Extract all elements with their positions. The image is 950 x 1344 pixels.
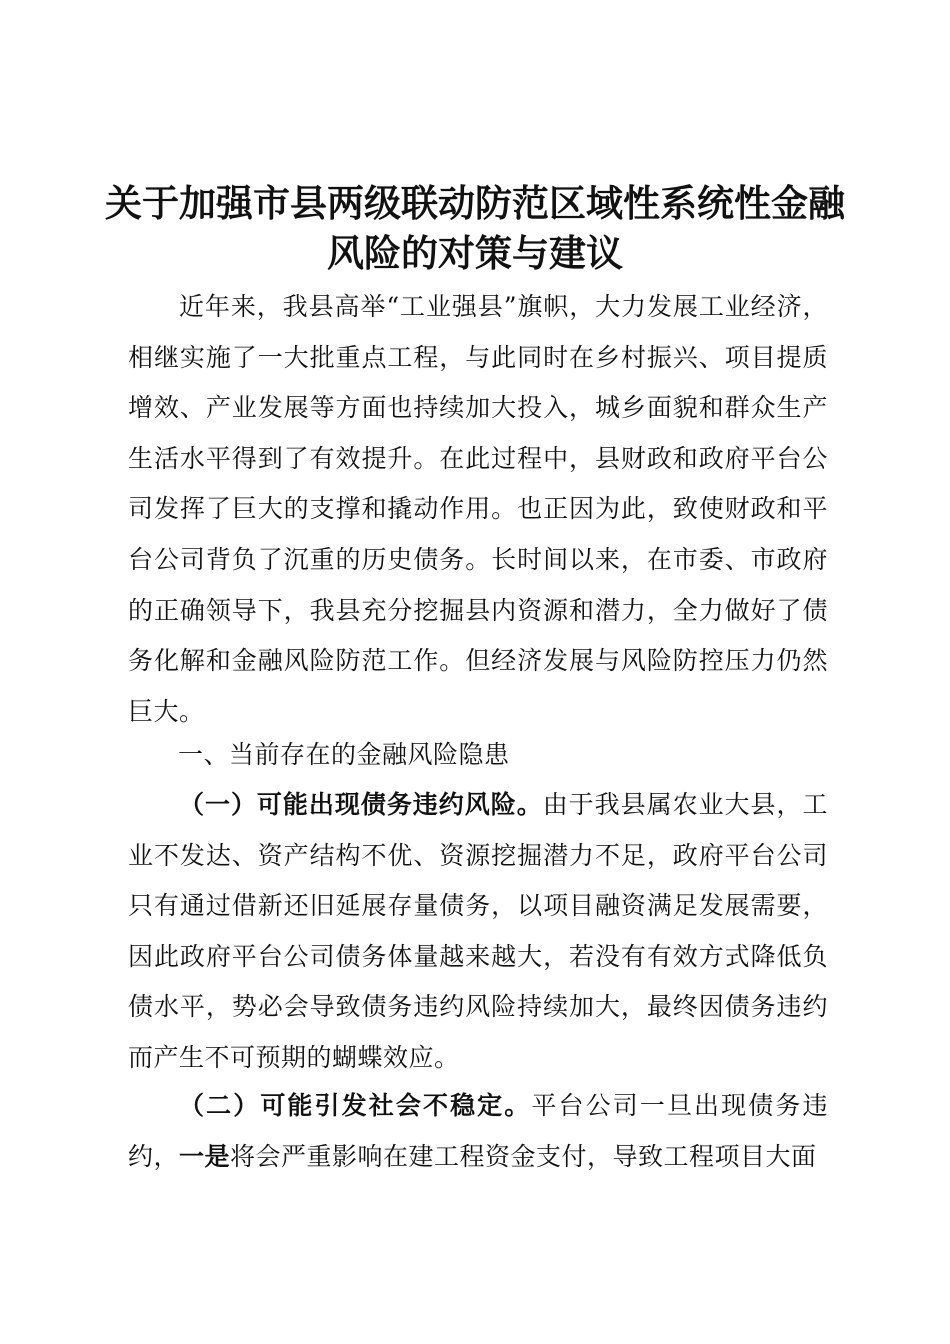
item-2-paragraph bbox=[128, 1081, 828, 1182]
document-title bbox=[100, 178, 850, 278]
item-2-emphasis: 一是 bbox=[179, 1141, 231, 1171]
item-2-body-part2: 将会严重影响在建工程资金支付，导致工程项目大面 bbox=[230, 1141, 817, 1171]
item-1-lead: （一）可能出现债务违约风险。 bbox=[179, 790, 543, 819]
item-2-body-part1: 平台公司一旦出现债务违约， bbox=[128, 1091, 828, 1171]
title-line-1: 关于加强市县两级联动防范区域性系统性金融 bbox=[105, 181, 845, 225]
item-2-lead: （二）可能引发社会不稳定。 bbox=[179, 1091, 532, 1120]
section-heading: 一、当前存在的金融风险隐患 bbox=[178, 740, 510, 769]
title-line-2: 风险的对策与建议 bbox=[327, 231, 623, 275]
item-1-paragraph bbox=[128, 780, 828, 1084]
item-1-body: 由于我县属农业大县，工业不发达、资产结构不优、资源挖掘潜力不足，政府平台公司只有通过借新还旧延展存量债务，以项目融资满足发展需要，因此政府平台公司债务体量越来越大，若没有有效方式降低负债水平，势必会导致债务违约风险持续加大，最终因债务违约而产生不可预期的蝴蝶效应。 bbox=[128, 790, 828, 1072]
intro-paragraph: 近年来，我县高举“工业强县”旗帜，大力发展工业经济，相继实施了一大批重点工程，与此同时在乡村振兴、项目提质增效、产业发展等方面也持续加大投入，城乡面貌和群众生产生活水平得到了有效提升。在此过程中，县财政和政府平台公司发挥了巨大的支撑和撬动作用。也正因为此，致使财政和平台公司背负了沉重的历史债务。长时间以来，在市委、市政府的正确领导下，我县充分挖掘县内资源和潜力，全力做好了债务化解和金融风险防范工作。但经济发展与风险防控压力仍然巨大。 bbox=[128, 292, 828, 726]
